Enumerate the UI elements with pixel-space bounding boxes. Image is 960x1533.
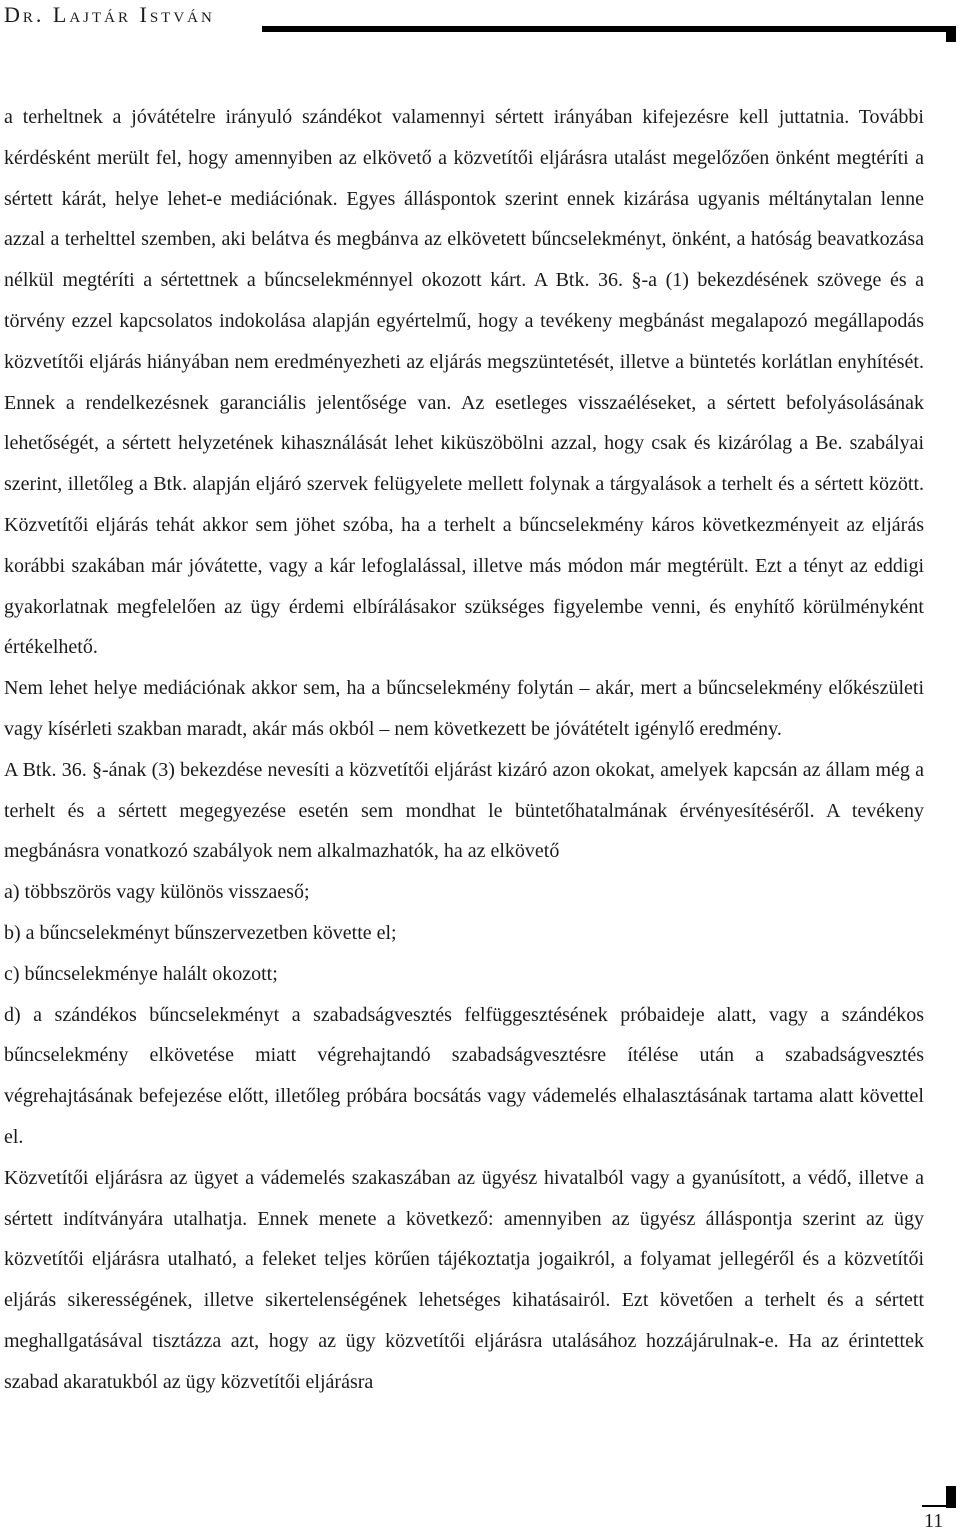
- paragraph: Nem lehet helye mediációnak akkor sem, ha a bűncselekmény folytán – akár, mert a bűncselekmény előkészületi vagy kísérleti szakban maradt, akár más okból – nem következett be jóvátételt igénylő eredmény.: [4, 677, 924, 740]
- page-header: [0, 0, 960, 44]
- page-number: 11: [924, 1510, 944, 1532]
- list-item: c) bűncselekménye halált okozott;: [4, 962, 278, 985]
- paragraph: Közvetítői eljárásra az ügyet a vádemelés szakaszában az ügyész hivatalból vagy a gyanúsított, a védő, illetve a sértett indítványára utalhatja. Ennek menete a következő: amennyiben az ügyész álláspontja szerint az ügy közvetítői eljárásra utalható, a feleket teljes körűen tájékoztatja jogaikról, a folyamat jellegéről és a közvetítői eljárás sikerességének, illetve sikertelenségének lehetséges kihatásairól. Ezt követően a terhelt és a sértett meghallgatásával tisztázza azt, hogy az ügy közvetítői eljárásra utalásához hozzájárulnak-e. Ha az érintettek szabad akaratukból az ügy közvetítői eljárásra: [4, 1166, 924, 1393]
- paragraph: a terheltnek a jóvátételre irányuló szándékot valamennyi sértett irányában kifejezésre kell juttatnia. További kérdésként merült fel, hogy amennyiben az elkövető a közvetítői eljárásra utalást megelőzően önként megtéríti a sértett kárát, helye lehet-e mediációnak. Egyes álláspontok szerint ennek kizárása ugyanis méltánytalan lenne azzal a terhelttel szemben, aki belátva és megbánva az elkövetett bűncselekményt, önként, a hatóság beavatkozása nélkül megtéríti a sértettnek a bűncselekménnyel okozott kárt. A Btk. 36. §-a (1) bekezdésének szövege és a törvény ezzel kapcsolatos indokolása alapján egyértelmű, hogy a tevékeny megbánást megalapozó megállapodás közvetítői eljárás hiányában nem eredményezheti az eljárás megszüntetését, illetve a büntetés korlátlan enyhítését. Ennek a rendelkezésnek garanciális jelentősége van. Az esetleges visszaéléseket, a sértett befolyásolásának lehetőségét, a sértett helyzetének kihasználását lehet kiküszöbölni azzal, hogy csak és kizárólag a Be. szabályai szerint, illetőleg a Btk. alapján eljáró szervek felügyelete mellett folynak a tárgyalások a terhelt és a sértett között. Közvetítői eljárás tehát akkor sem jöhet szóba, ha a terhelt a bűncselekmény káros következményeit az eljárás korábbi szakában már jóvátette, vagy a kár lefoglalással, illetve más módon már megtérült. Ezt a tényt az eddigi gyakorlatnak megfelelően az ügy érdemi elbírálásakor szükséges figyelembe venni, és enyhítő körülményként értékelhető.: [4, 106, 924, 659]
- list-item: a) többszörös vagy különös visszaeső;: [4, 881, 310, 904]
- header-rule-tab: [946, 26, 956, 42]
- footer-rule: [922, 1505, 956, 1507]
- paragraph: A Btk. 36. §-ának (3) bekezdése nevesíti a közvetítői eljárást kizáró azon okokat, amelyek kapcsán az állam még a terhelt és a sértett megegyezése esetén sem mondhat le büntetőhatalmának érvényesítéséről. A tevékeny megbánásra vonatkozó szabályok nem alkalmazhatók, ha az elkövető: [4, 758, 924, 863]
- header-rule: [262, 26, 950, 32]
- list-item: b) a bűncselekményt bűnszervezetben követte el;: [4, 921, 397, 944]
- list-item: d) a szándékos bűncselekményt a szabadságvesztés felfüggesztésének próbaideje alatt, vagy a szándékos bűncselekmény elkövetése miatt végrehajtandó szabadságvesztésre ítélése után a szabadságvesztés végrehajtásának befejezése előtt, illetőleg próbára bocsátás vagy vádemelés elhalasztásának tartama alatt követtel el.: [4, 1003, 924, 1148]
- running-head-author: Dr. Lajtár István: [4, 2, 215, 27]
- body-text: [4, 97, 924, 1403]
